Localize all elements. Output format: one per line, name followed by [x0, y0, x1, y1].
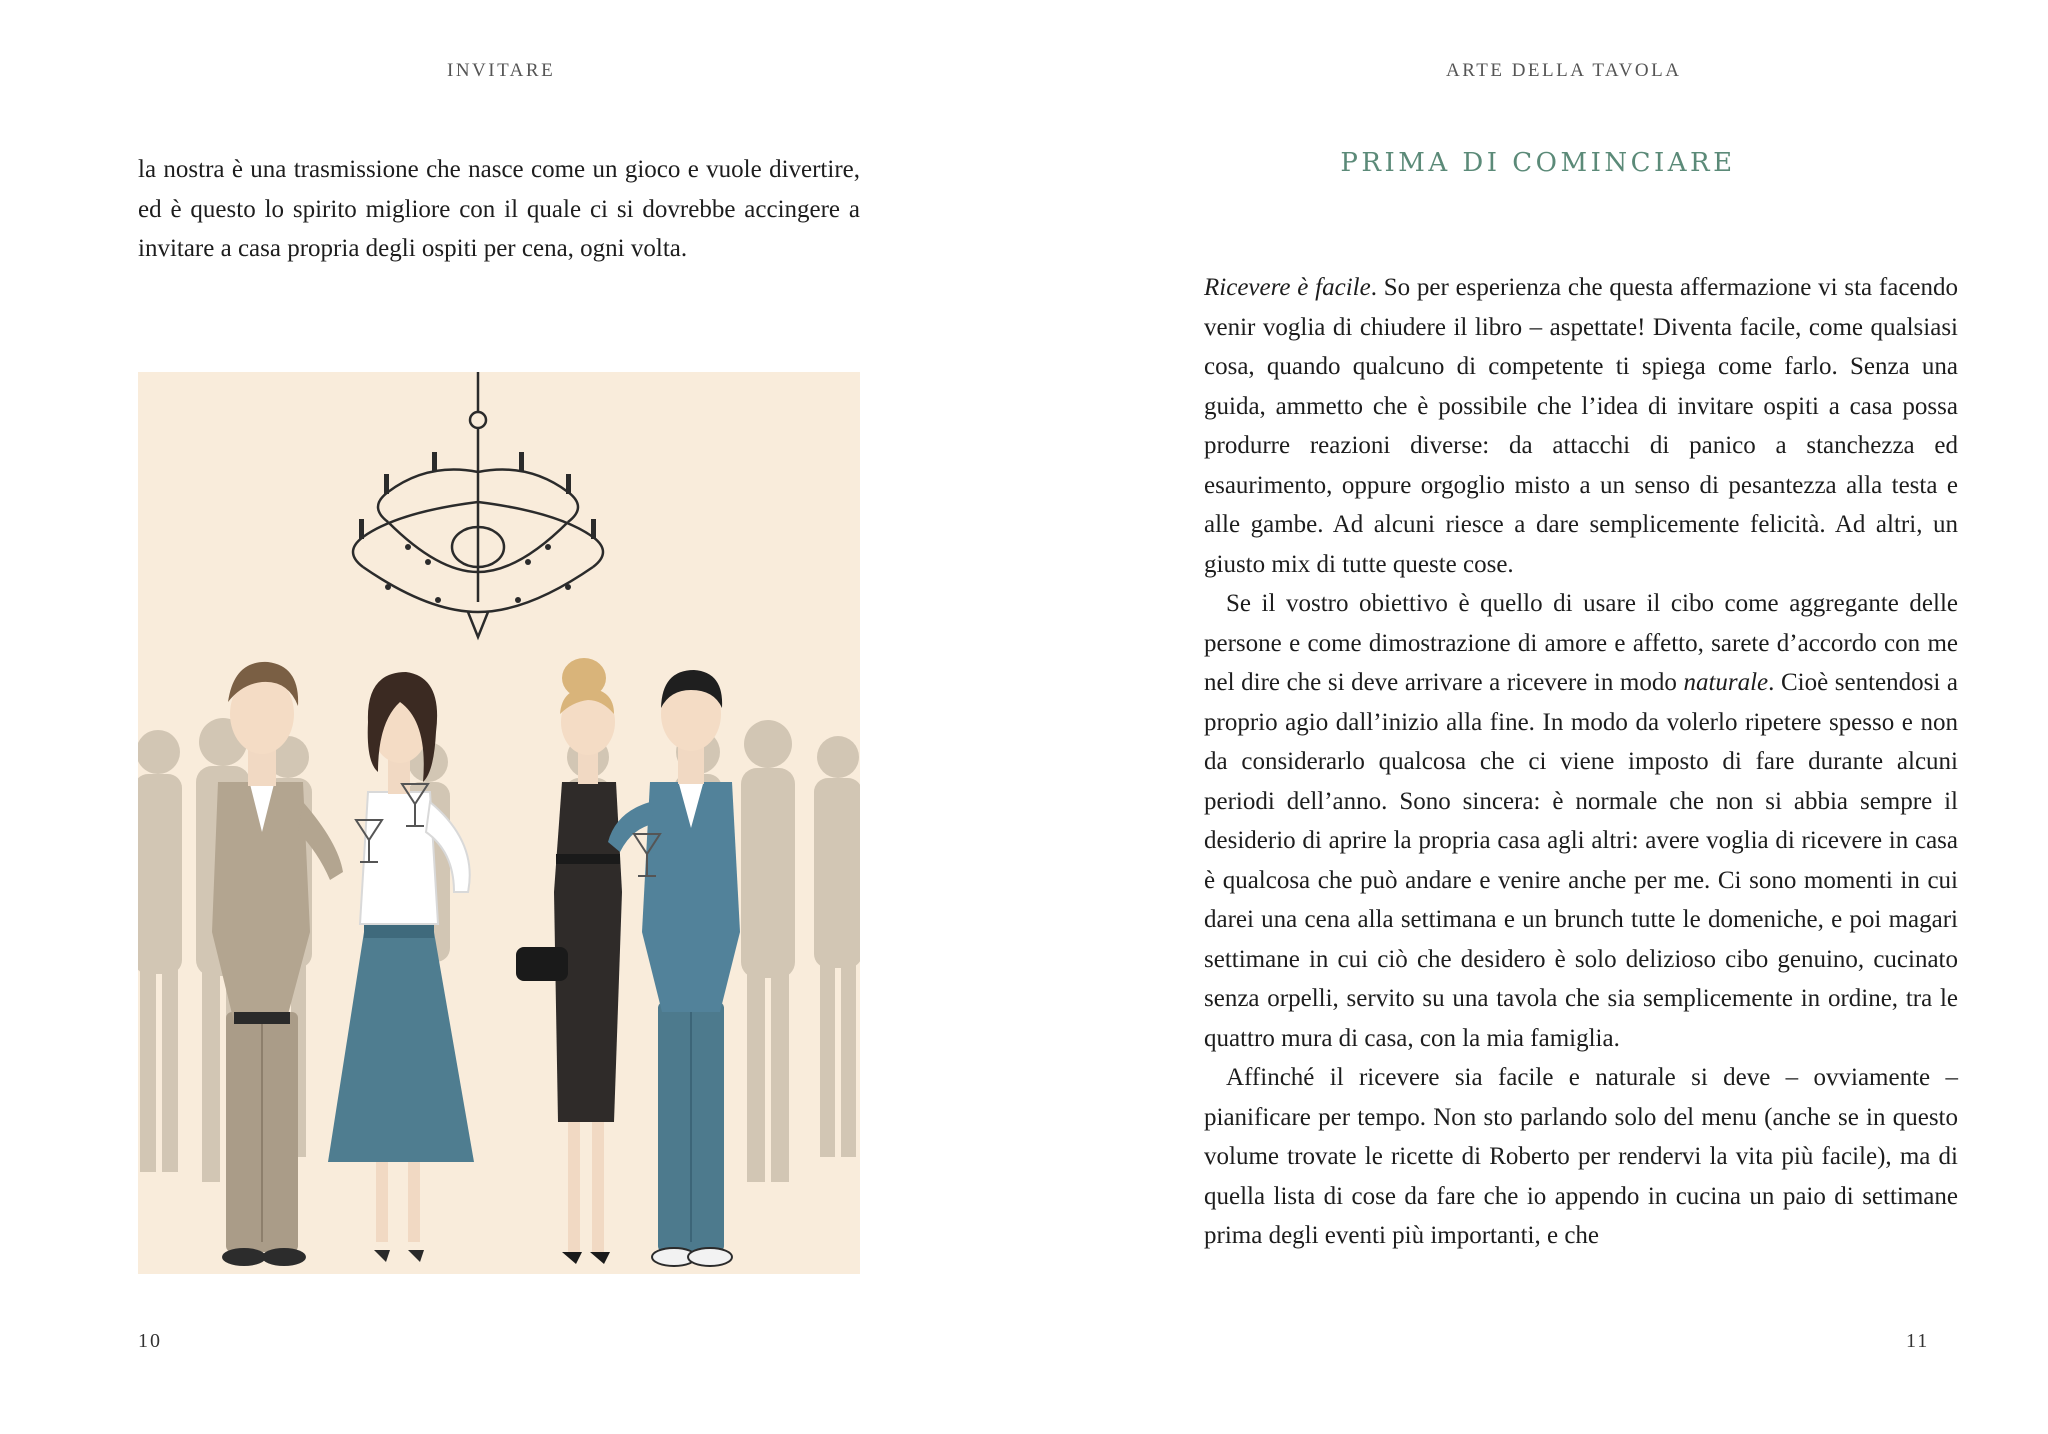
paragraph-2-text-a: Se il vostro obiettivo è quello di usare il cibo come aggregante delle persone e come dimostrazione di amore e affetto, sarete d’accordo con me nel dire che si deve arrivare a ricevere in modo: [1204, 590, 1958, 696]
running-head-left: INVITARE: [447, 60, 556, 81]
paragraph-3: Affinché il ricevere sia facile e naturale si deve – ovviamente – pianificare per tempo. Non sto parlando solo del menu (anche se in questo volume trovate le ricette di Roberto per rendervi la vita più facile), ma di quella lista di cose da fare che io appendo in cucina un paio di settimane prima degli eventi più importanti, e che: [1204, 1064, 1958, 1249]
paragraph-2: [1204, 584, 1958, 1058]
right-page: [1028, 0, 2048, 1434]
italic-word: naturale: [1683, 669, 1769, 696]
lead-italic-phrase: Ricevere è facile: [1204, 274, 1371, 301]
party-illustration: [138, 372, 860, 1274]
chapter-title: PRIMA DI COMINCIARE: [1340, 148, 1736, 178]
page-number-left: 10: [138, 1330, 162, 1352]
paragraph-2-text-b: . Cioè sentendosi a proprio agio dall’inizio alla fine. In modo da volerlo ripetere spesso e non da considerarlo qualcosa che ci viene imposto di fare durante alcuni periodi dell’anno. Sono sincera: è normale che non si abbia sempre il desiderio di aprire la propria casa agli altri: avere voglia di ricevere in casa è qualcosa che può andare e venire anche per me. Ci sono momenti in cui darei una cena alla settimana e un brunch tutte le domeniche, e poi magari settimane in cui ciò che desidero è solo delizioso cibo genuino, cucinato senza orpelli, servito su una tavola che sia semplicemente in ordine, tra le quattro mura di casa, con la mia famiglia.: [1204, 669, 1958, 1052]
paragraph-1: [1204, 268, 1958, 584]
left-page: [0, 0, 1020, 1434]
running-head-right: ARTE DELLA TAVOLA: [1446, 60, 1682, 81]
paragraph-1-text: . So per esperienza che questa affermazione vi sta facendo venir voglia di chiudere il libro – aspettate! Diventa facile, come qualsiasi cosa, quando qualcuno di competente ti spiega come farlo. Senza una guida, ammetto che è possibile che l’idea di invitare ospiti a casa possa produrre reazioni diverse: da attacchi di panico a stanchezza ed esaurimento, oppure orgoglio misto a un senso di pesantezza alla testa e alle gambe. Ad alcuni riesce a dare semplicemente felicità. Ad altri, un giusto mix di tutte queste cose.: [1204, 274, 1959, 578]
page-number-right: 11: [1906, 1330, 1930, 1352]
left-page-paragraph: la nostra è una trasmissione che nasce come un gioco e vuole divertire, ed è questo lo spirito migliore con il quale ci si dovrebbe accingere a invitare a casa propria degli ospiti per cena, ogni volta.: [138, 156, 860, 262]
body-text: [1204, 268, 1958, 1256]
